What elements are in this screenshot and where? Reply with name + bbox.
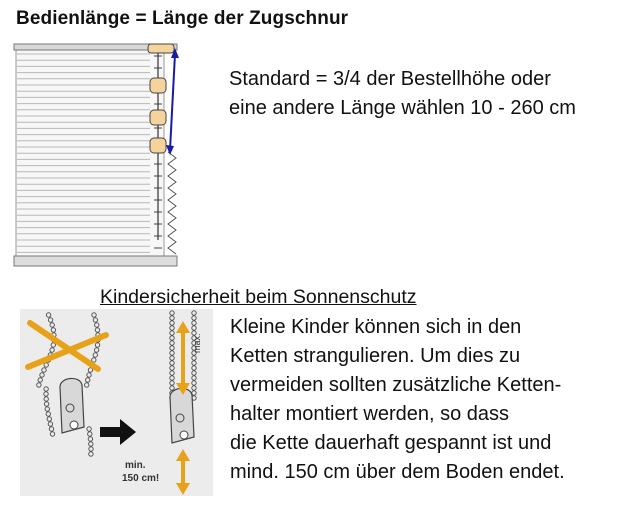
cord-handle-bottom <box>150 138 166 153</box>
pleat-edge <box>168 152 176 254</box>
blind-fabric <box>16 47 164 265</box>
page-title: Bedienlänge = Länge der Zugschnur <box>16 8 349 29</box>
standard-length-text-1: Standard = 3/4 der Bestellhöhe oder <box>229 68 551 90</box>
chain-holder-right <box>170 388 194 443</box>
cord-handle-top <box>150 78 166 93</box>
standard-length-text-2: eine andere Länge wählen 10 - 260 cm <box>229 97 576 119</box>
min-label: min. <box>125 460 146 471</box>
pleated-blind-illustration <box>10 40 185 272</box>
blind-bottom-rail <box>14 256 177 266</box>
chain-holder-left <box>60 378 84 433</box>
cord-fixture <box>148 44 174 53</box>
min-distance-label: 150 cm! <box>122 473 160 484</box>
child-safety-text-line: mind. 150 cm über dem Boden endet. <box>230 461 565 483</box>
cord-handle-middle <box>150 110 166 125</box>
child-safety-heading: Kindersicherheit beim Sonnenschutz <box>100 286 417 308</box>
child-safety-text-line: Ketten strangulieren. Um dies zu <box>230 345 521 367</box>
chain-safety-illustration <box>20 309 213 496</box>
child-safety-text-line: Kleine Kinder können sich in den <box>230 316 522 338</box>
child-safety-text-line: vermeiden sollten zusätzliche Ketten- <box>230 374 562 396</box>
child-safety-text-line: die Kette dauerhaft gespannt ist und <box>230 432 552 454</box>
child-safety-text-line: halter montiert werden, so dass <box>230 403 510 425</box>
cord-length-measure <box>166 48 179 155</box>
max-label: max. <box>192 333 202 353</box>
